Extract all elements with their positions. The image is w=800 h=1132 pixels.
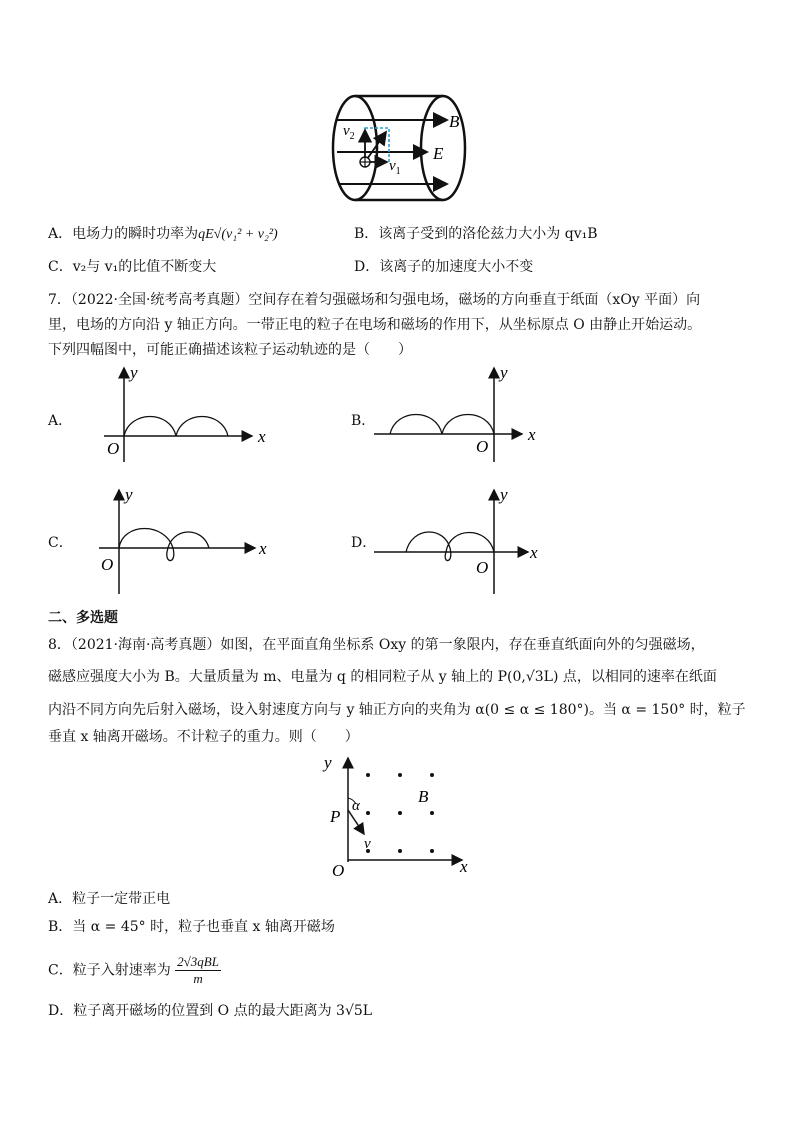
- q8-stem-line2: 磁感应强度大小为 B。大量质量为 m、电量为 q 的相同粒子从 y 轴上的 P(0,√3L) 点，以相同的速率在纸面: [48, 669, 717, 685]
- q8-option-b: B．当 α = 45° 时，粒子也垂直 x 轴离开磁场: [48, 919, 335, 935]
- axis-y-label: y: [324, 753, 332, 772]
- q6-option-a: [48, 224, 278, 245]
- cylinder-field-figure: [325, 90, 485, 210]
- trajectory-arc: [390, 415, 442, 435]
- q6-option-b: B．该离子受到的洛伦兹力大小为 qv₁B: [354, 226, 598, 242]
- trajectory-arc: [176, 417, 228, 437]
- q7-graph-d: [370, 482, 555, 597]
- q8-option-a: A．粒子一定带正电: [48, 891, 171, 907]
- origin-label: O: [332, 861, 345, 880]
- axis-x-label: x: [528, 425, 536, 444]
- velocity-label: v: [364, 836, 371, 852]
- q7-graph-a: [100, 360, 280, 470]
- q7-graph-b: [370, 360, 550, 470]
- axis-x-label: x: [460, 857, 468, 876]
- axis-y-label: y: [130, 363, 138, 382]
- q7-label-b: B．: [351, 413, 376, 429]
- axis-x-label: x: [530, 543, 538, 562]
- angle-alpha-label: α: [352, 798, 360, 814]
- axis-y-label: y: [500, 363, 508, 382]
- fraction-numerator: 2√3qBL: [177, 954, 219, 969]
- q8-option-d: D．粒子离开磁场的位置到 O 点的最大距离为 3√5L: [48, 1003, 373, 1019]
- trajectory-loop: [119, 529, 209, 561]
- q7-label-c: C．: [48, 535, 73, 551]
- fraction-denominator: m: [193, 971, 203, 986]
- point-p-label: P: [330, 807, 341, 826]
- origin-label: O: [107, 439, 120, 458]
- q8-stem-line1: 8．（2021·海南·高考真题）如图，在平面直角坐标系 Oxy 的第一象限内，存在垂直纸面向外的匀强磁场，: [48, 637, 705, 653]
- q8-magnetic-field-figure: [320, 752, 480, 880]
- q8-option-c-fraction: [175, 954, 221, 987]
- field-b-label: B: [418, 787, 429, 806]
- q8-option-c: [48, 954, 221, 987]
- trajectory-loop: [406, 532, 494, 561]
- label-b: B: [449, 112, 460, 131]
- q7-label-d: D．: [351, 535, 377, 551]
- q6-option-d: D．该离子的加速度大小不变: [354, 259, 534, 275]
- label-v2: $v_2$: [343, 123, 355, 142]
- q7-graph-c: [95, 482, 280, 597]
- axis-x-label: x: [259, 539, 267, 558]
- q8-stem-line4: 垂直 x 轴离开磁场。不计粒子的重力。则（ ）: [48, 729, 359, 745]
- field-dots: [366, 773, 434, 853]
- q7-stem-line1: 7．（2022·全国·统考高考真题）空间存在着匀强磁场和匀强电场，磁场的方向垂直于纸面（xOy 平面）向: [48, 292, 701, 308]
- origin-label: O: [476, 437, 489, 456]
- q8-stem-line3: 内沿不同方向先后射入磁场，设入射速度方向与 y 轴正方向的夹角为 α(0 ≤ α ≤ 180°)。当 α = 150° 时，粒子: [48, 702, 746, 718]
- origin-label: O: [101, 555, 114, 574]
- q7-stem-line2: 里，电场的方向沿 y 轴正方向。一带正电的粒子在电场和磁场的作用下，从坐标原点 O 由静止开始运动。: [48, 317, 702, 333]
- section-heading-multi-choice: 二、多选题: [48, 610, 118, 626]
- axis-y-label: y: [125, 485, 133, 504]
- q7-label-a: A．: [48, 413, 73, 429]
- q8-option-c-text: C．粒子入射速率为: [48, 962, 171, 979]
- axis-y-label: y: [500, 485, 508, 504]
- axis-x-label: x: [258, 427, 266, 446]
- label-v1: $v_1$: [389, 158, 401, 177]
- q6-option-a-formula: qE√(v₁² + v₂²): [198, 227, 278, 242]
- trajectory-arc: [442, 415, 494, 435]
- origin-label: O: [476, 558, 489, 577]
- label-e: E: [433, 144, 444, 163]
- q7-stem-line3: 下列四幅图中，可能正确描述该粒子运动轨迹的是（ ）: [48, 342, 412, 358]
- trajectory-arc: [124, 417, 176, 437]
- q6-option-c: C．v₂与 v₁的比值不断变大: [48, 259, 217, 275]
- q6-option-a-text: A．电场力的瞬时功率为: [48, 226, 199, 242]
